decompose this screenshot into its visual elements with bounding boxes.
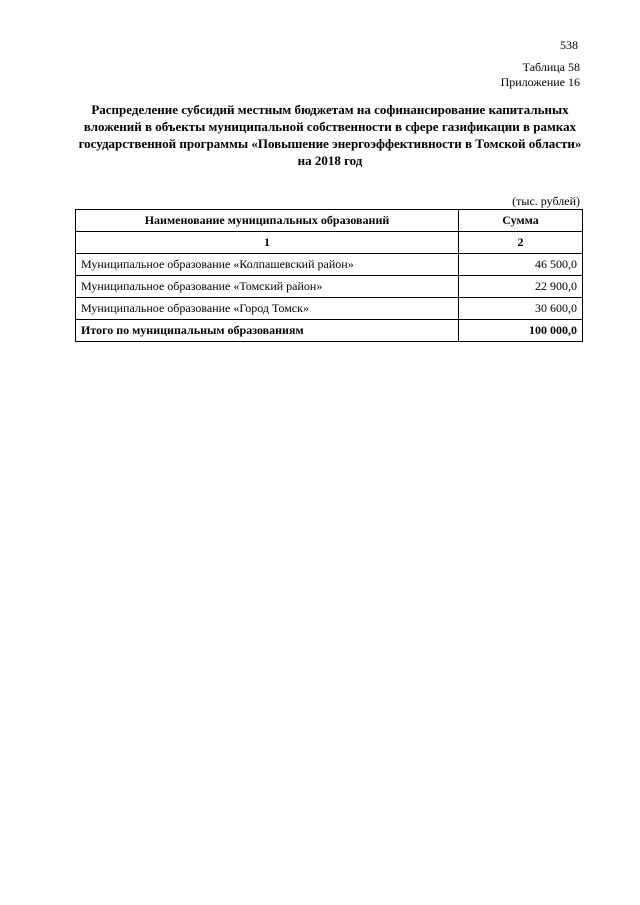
row-amount: 22 900,0: [459, 276, 583, 298]
header-name: Наименование муниципальных образований: [76, 210, 459, 232]
total-amount: 100 000,0: [459, 320, 583, 342]
total-name: Итого по муниципальным образованиям: [76, 320, 459, 342]
column-number-row: [76, 232, 583, 254]
header-amount: Сумма: [459, 210, 583, 232]
row-name: Муниципальное образование «Колпашевский район»: [76, 254, 459, 276]
column-number-2: 2: [459, 232, 583, 254]
table-header-row: [76, 210, 583, 232]
table-row: [76, 254, 583, 276]
table-row: [76, 298, 583, 320]
document-title: Распределение субсидий местным бюджетам на софинансирование капитальных вложений в объекты муниципальной собственности в сфере газификации в рамках государственной программы «Повышение энергоэффективности в Томской области» на 2018 год: [78, 102, 582, 168]
row-amount: 30 600,0: [459, 298, 583, 320]
units-label: (тыс. рублей): [512, 194, 580, 208]
row-amount: 46 500,0: [459, 254, 583, 276]
total-row: [76, 320, 583, 342]
row-name: Муниципальное образование «Город Томск»: [76, 298, 459, 320]
table-label: Таблица 58: [522, 60, 580, 74]
page-number: 538: [560, 38, 578, 52]
subsidy-table: [75, 209, 583, 342]
appendix-label: Приложение 16: [500, 75, 580, 89]
column-number-1: 1: [76, 232, 459, 254]
row-name: Муниципальное образование «Томский район»: [76, 276, 459, 298]
table-row: [76, 276, 583, 298]
table-reference: [440, 60, 580, 90]
